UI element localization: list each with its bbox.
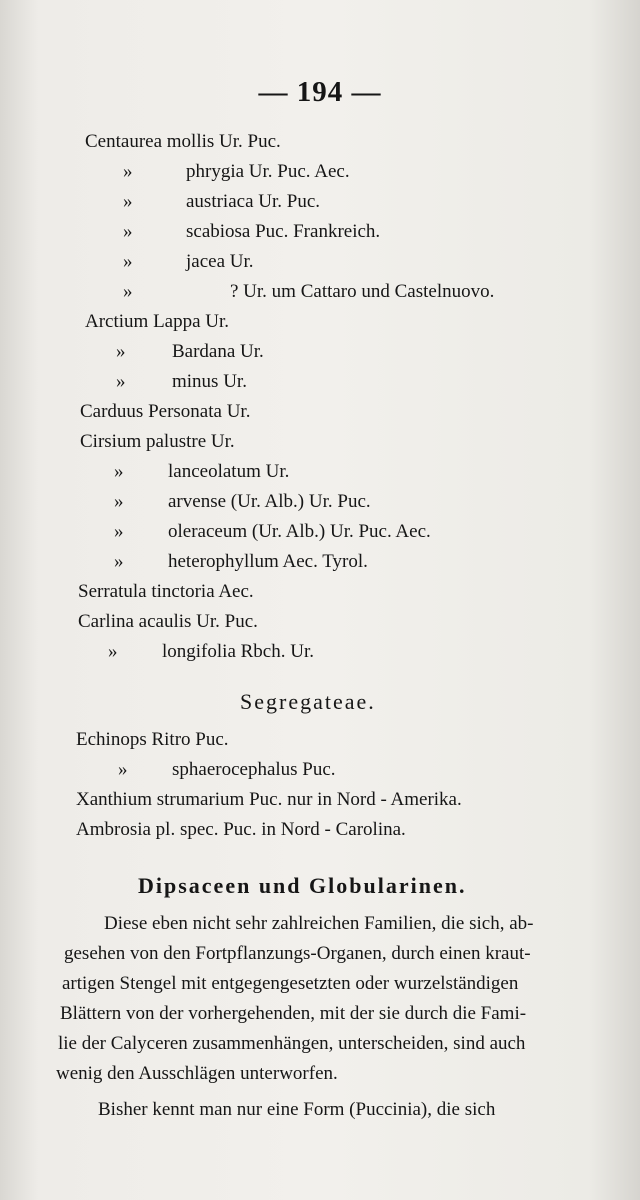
entry-cattaro: ? Ur. um Cattaro und Castelnuovo.: [230, 281, 495, 302]
paragraph-line: gesehen von den Fortpflanzungs-Organen, durch einen kraut-: [64, 943, 531, 964]
entry-jacea: jacea Ur.: [186, 251, 254, 272]
entry-arvense: arvense (Ur. Alb.) Ur. Puc.: [168, 491, 371, 512]
entry-minus: minus Ur.: [172, 371, 247, 392]
paragraph-line: Bisher kennt man nur eine Form (Puccinia), die sich: [98, 1099, 496, 1120]
ditto-mark: »: [123, 221, 133, 242]
entry-xanthium: Xanthium strumarium Puc. nur in Nord - Amerika.: [76, 789, 462, 810]
entry-heterophyllum: heterophyllum Aec. Tyrol.: [168, 551, 368, 572]
ditto-mark: »: [123, 281, 133, 302]
entry-lanceolatum: lanceolatum Ur.: [168, 461, 290, 482]
ditto-mark: »: [116, 341, 126, 362]
entry-ambrosia: Ambrosia pl. spec. Puc. in Nord - Carolina.: [76, 819, 406, 840]
paragraph-line: wenig den Ausschlägen unterworfen.: [56, 1063, 338, 1084]
ditto-mark: »: [114, 521, 124, 542]
page-number: — 194 —: [258, 76, 382, 108]
entry-arctium-lappa: Arctium Lappa Ur.: [85, 311, 230, 332]
entry-scabiosa: scabiosa Puc. Frankreich.: [186, 221, 381, 242]
entry-carlina-acaulis: Carlina acaulis Ur. Puc.: [78, 611, 258, 632]
ditto-mark: »: [114, 491, 124, 512]
entry-carduus-personata: Carduus Personata Ur.: [80, 401, 251, 422]
ditto-mark: »: [108, 641, 118, 662]
section-heading-segregateae: Segregateae.: [240, 689, 376, 714]
show-through-text: [394, 118, 399, 140]
entry-echinops-ritro: Echinops Ritro Puc.: [76, 729, 229, 750]
entry-cirsium-palustre: Cirsium palustre Ur.: [80, 431, 235, 452]
ditto-mark: »: [114, 461, 124, 482]
ditto-mark: »: [123, 191, 133, 212]
chapter-heading: Dipsaceen und Globularinen.: [138, 873, 467, 898]
ditto-mark: »: [116, 371, 126, 392]
entry-phrygia: phrygia Ur. Puc. Aec.: [186, 161, 350, 182]
entry-sphaerocephalus: sphaerocephalus Puc.: [172, 759, 336, 780]
entry-centaurea-mollis: Centaurea mollis Ur. Puc.: [85, 131, 281, 152]
paragraph-line: artigen Stengel mit entgegengesetzten oder wurzelständigen: [62, 973, 519, 994]
entry-bardana: Bardana Ur.: [172, 341, 264, 362]
entry-serratula: Serratula tinctoria Aec.: [78, 581, 254, 602]
entry-oleraceum: oleraceum (Ur. Alb.) Ur. Puc. Aec.: [168, 521, 431, 542]
ditto-mark: »: [123, 161, 133, 182]
paragraph-line: lie der Calyceren zusammenhängen, unterscheiden, sind auch: [58, 1033, 526, 1054]
ditto-mark: »: [118, 759, 128, 780]
ditto-mark: »: [123, 251, 133, 272]
entry-austriaca: austriaca Ur. Puc.: [186, 191, 321, 212]
paragraph-line: Blättern von der vorhergehenden, mit der sie durch die Fami-: [60, 1003, 527, 1024]
ditto-mark: »: [114, 551, 124, 572]
entry-longifolia: longifolia Rbch. Ur.: [162, 641, 314, 662]
paragraph-line: Diese eben nicht sehr zahlreichen Familien, die sich, ab-: [104, 913, 534, 934]
